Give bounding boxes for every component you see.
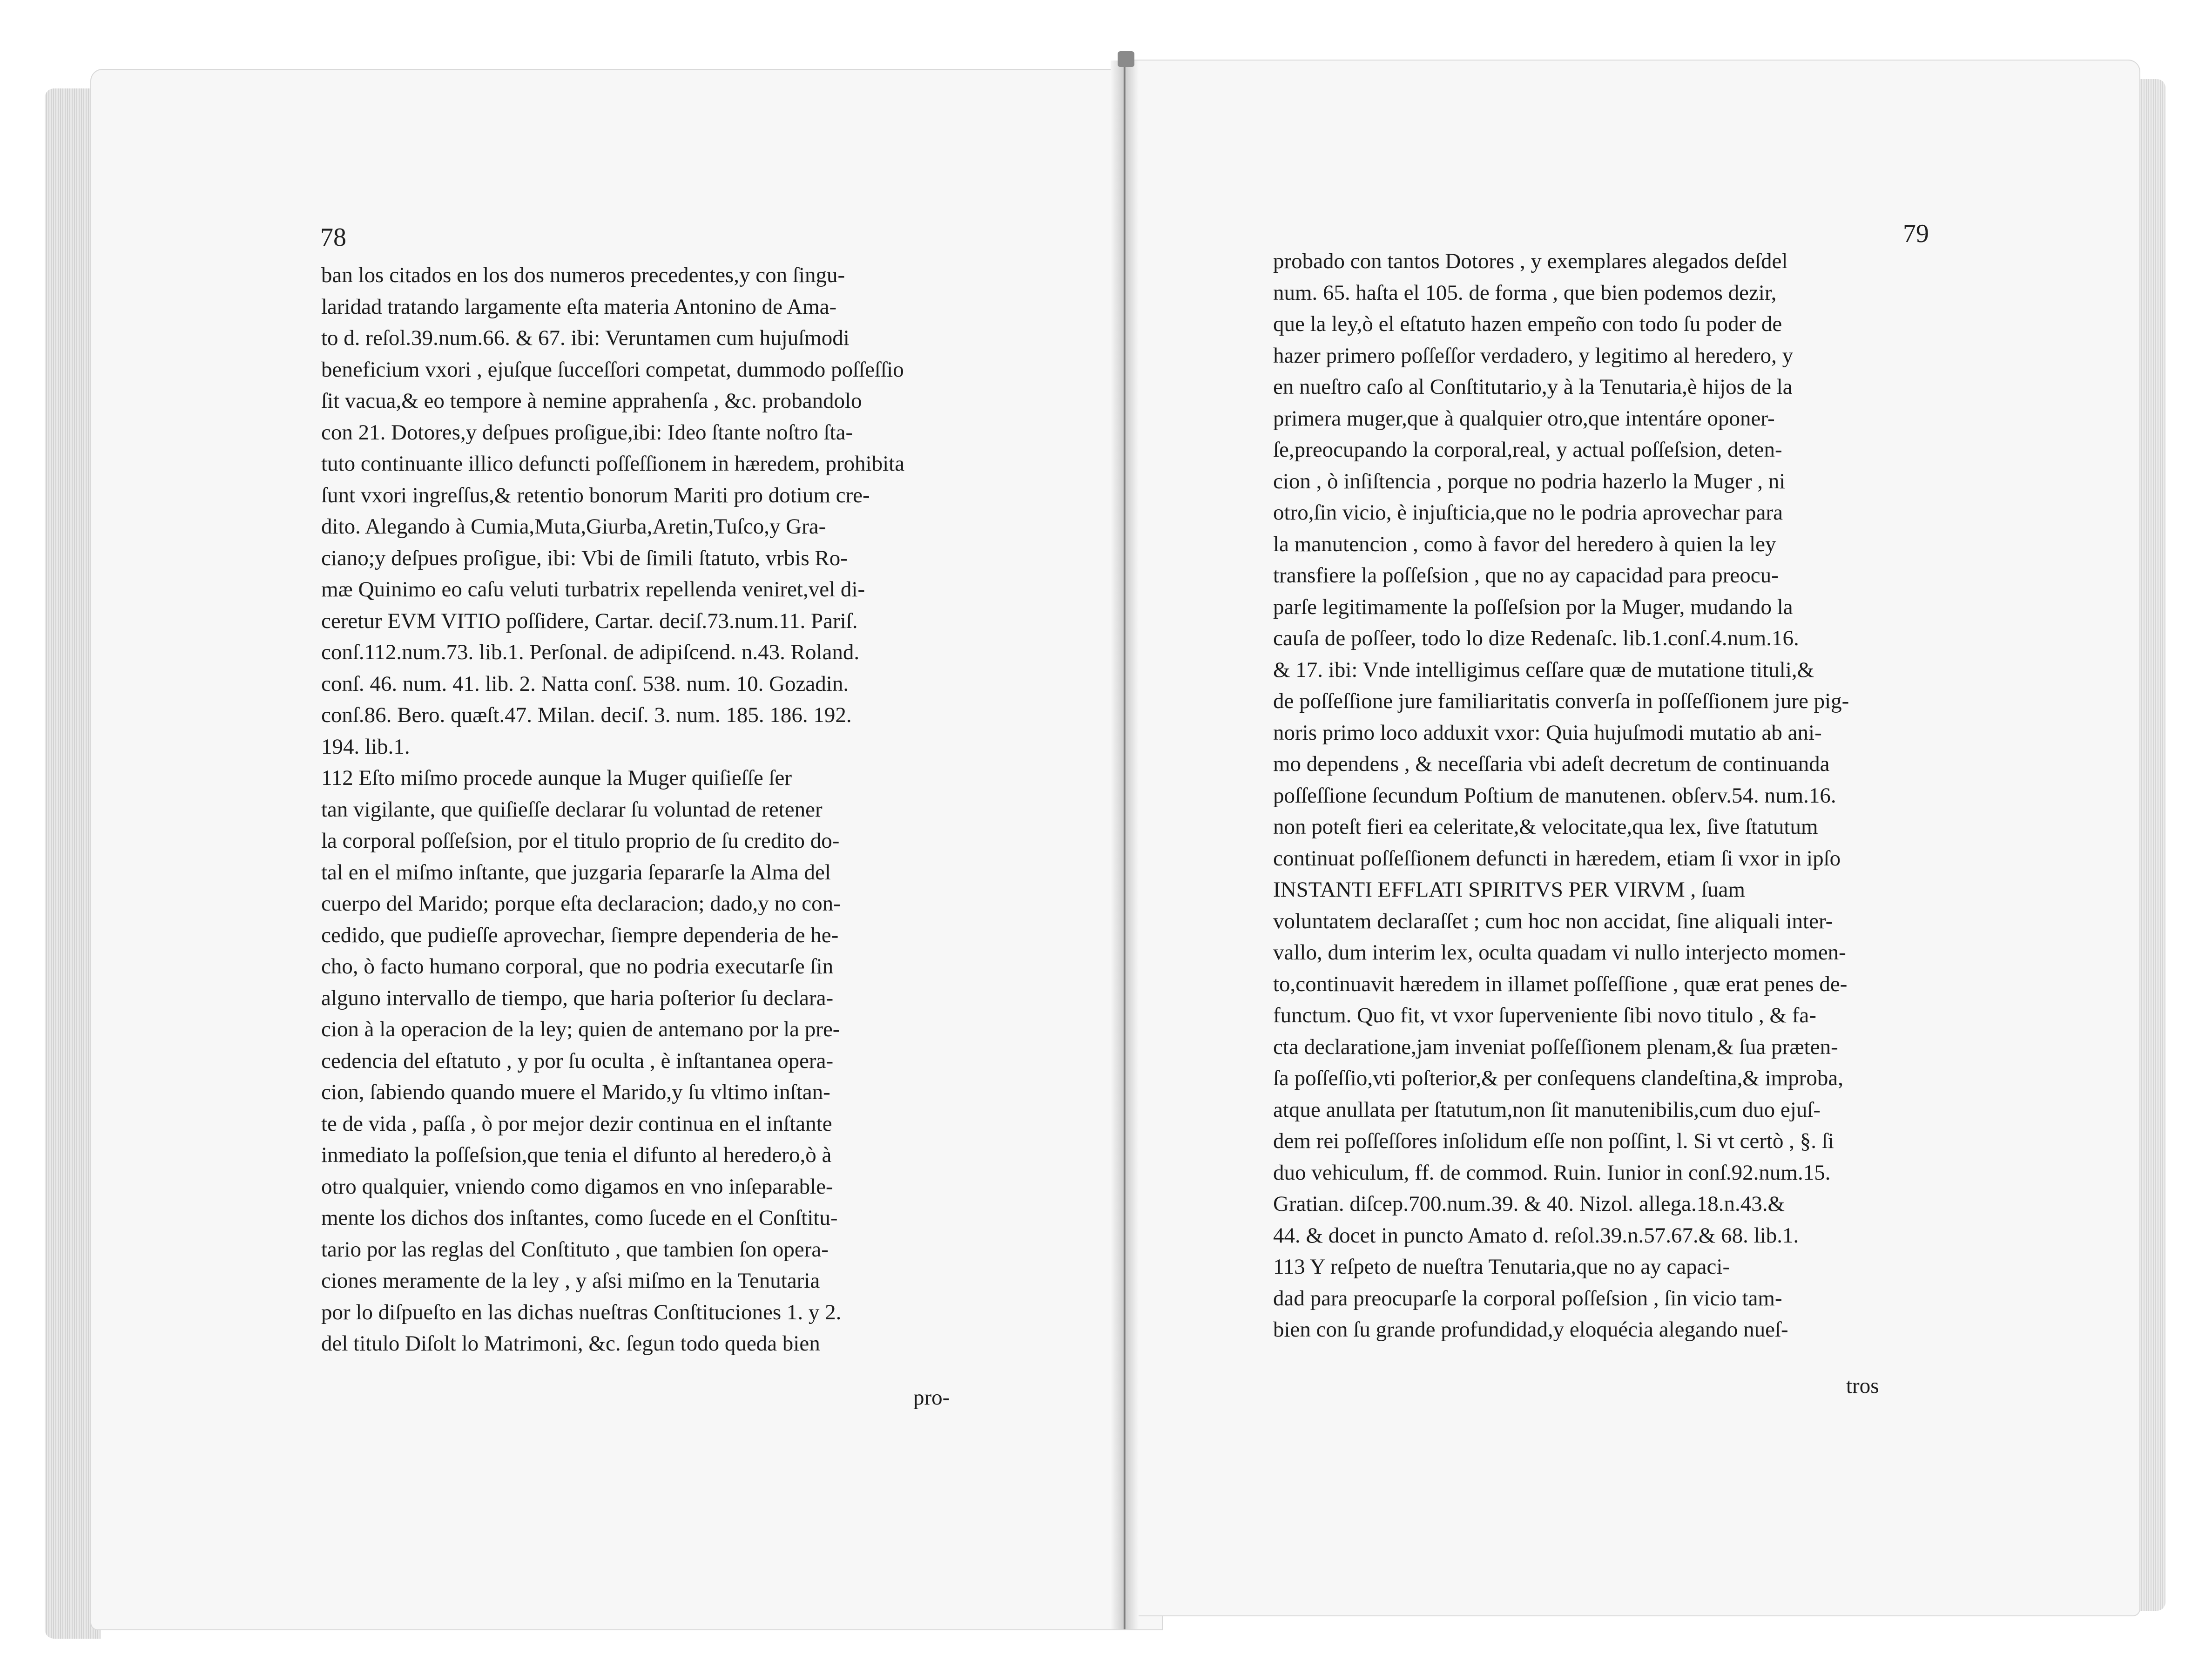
text-line: ſit vacua,& eo tempore à nemine apprahenſa , &c. probandolo [321, 389, 862, 413]
text-line: otro,ſin vicio, è injuſticia,que no le podria aprovechar para [1273, 500, 1783, 525]
text-line: inmediato la poſſeſsion,que tenia el difunto al heredero,ò à [321, 1143, 832, 1167]
right-catchword: tros [1846, 1374, 1879, 1398]
text-line: tal en el miſmo inſtante, que juzgaria ſepararſe la Alma del [321, 860, 831, 885]
text-line: dad para preocuparſe la corporal poſſeſsion , ſin vicio tam- [1273, 1286, 1782, 1310]
text-line: & 17. ibi: Vnde intelligimus ceſſare quæ de mutatione tituli,& [1273, 657, 1814, 682]
text-line: ciones meramente de la ley , y aſsi miſmo en la Tenutaria [321, 1269, 820, 1293]
text-line: cedencia del eſtatuto , y por ſu oculta , è inſtantanea opera- [321, 1048, 834, 1073]
text-line: beneficium vxori , ejuſque ſucceſſori competat, dummodo poſſeſſio [321, 357, 904, 382]
text-line: non poteſt fieri ea celeritate,& velocitate,qua lex, ſive ſtatutum [1273, 815, 1818, 839]
text-line: cion, ſabiendo quando muere el Marido,y ſu vltimo inſtan- [321, 1080, 830, 1104]
text-line: probado con tantos Dotores , y exemplares alegados deſdel [1273, 249, 1788, 273]
text-line: atque anullata per ſtatutum,non ſit manutenibilis,cum duo ejuſ- [1273, 1097, 1821, 1122]
left-catchword: pro- [913, 1385, 950, 1410]
text-line: 113 Y reſpeto de nueſtra Tenutaria,que no ay capaci- [1273, 1255, 1730, 1279]
text-line: laridad tratando largamente eſta materia Antonino de Ama- [321, 294, 837, 319]
text-line: otro qualquier, vniendo como digamos en vno inſeparable- [321, 1174, 833, 1199]
text-line: cta declaratione,jam inveniat poſſeſſionem plenam,& ſua præten- [1273, 1034, 1838, 1059]
text-line: cho, ò facto humano corporal, que no podria executarſe ſin [321, 954, 834, 979]
text-line: en nueſtro caſo al Conſtitutario,y à la Tenutaria,è hijos de la [1273, 375, 1793, 399]
text-line: ciano;y deſpues proſigue, ibi: Vbi de ſimili ſtatuto, vrbis Ro- [321, 546, 848, 570]
right-page-number: 79 [1903, 219, 1929, 248]
text-line: ban los citados en los dos numeros precedentes,y con ſingu- [321, 263, 845, 287]
text-line: Gratian. diſcep.700.num.39. & 40. Nizol. allega.18.n.43.& [1273, 1192, 1785, 1216]
text-line: de poſſeſſione jure familiaritatis converſa in poſſeſſionem jure pig- [1273, 689, 1849, 713]
text-line: con 21. Dotores,y deſpues proſigue,ibi: Ideo ſtante noſtro ſta- [321, 420, 853, 445]
text-line: dem rei poſſeſſores inſolidum eſſe non poſſint, l. Si vt certò , §. ſi [1273, 1129, 1834, 1153]
text-line: mo dependens , & neceſſaria vbi adeſt decretum de continuanda [1273, 752, 1830, 776]
right-page-text [1273, 246, 1925, 1346]
text-line: ſa poſſeſſio,vti poſterior,& per conſequens clandeſtina,& improba, [1273, 1066, 1844, 1090]
text-line: conſ.112.num.73. lib.1. Perſonal. de adipiſcend. n.43. Roland. [321, 640, 860, 664]
text-line: to d. reſol.39.num.66. & 67. ibi: Veruntamen cum hujuſmodi [321, 326, 850, 350]
text-line: tan vigilante, que quiſieſſe declarar ſu voluntad de retener [321, 797, 823, 822]
text-line: conſ.86. Bero. quæſt.47. Milan. deciſ. 3. num. 185. 186. 192. [321, 703, 852, 727]
text-line: num. 65. haſta el 105. de forma , que bien podemos dezir, [1273, 280, 1777, 305]
text-line: INSTANTI EFFLATI SPIRITVS PER VIRVM , ſuam [1273, 878, 1745, 902]
text-line: alguno intervallo de tiempo, que haria poſterior ſu declara- [321, 986, 834, 1010]
text-line: transfiere la poſſeſsion , que no ay capacidad para preocu- [1273, 563, 1779, 588]
text-line: bien con ſu grande profundidad,y eloquécia alegando nueſ- [1273, 1317, 1788, 1342]
text-line: ſe,preocupando la corporal,real, y actual poſſeſsion, deten- [1273, 438, 1782, 462]
text-line: 194. lib.1. [321, 734, 410, 759]
text-line: te de vida , paſſa , ò por mejor dezir continua en el inſtante [321, 1111, 832, 1136]
text-line: cuerpo del Marido; porque eſta declaracion; dado,y no con- [321, 891, 841, 916]
text-line: voluntatem declaraſſet ; cum hoc non accidat, ſine aliquali inter- [1273, 909, 1833, 933]
text-line: mæ Quinimo eo caſu veluti turbatrix repellenda veniret,vel di- [321, 577, 865, 601]
text-line: ſunt vxori ingreſſus,& retentio bonorum Mariti pro dotium cre- [321, 483, 870, 507]
binding-clip [1118, 51, 1134, 67]
text-line: functum. Quo fit, vt vxor ſuperveniente ſibi novo titulo , & fa- [1273, 1003, 1816, 1027]
text-line: la corporal poſſeſsion, por el titulo proprio de ſu credito do- [321, 829, 840, 853]
text-line: primera muger,que à qualquier otro,que intentáre oponer- [1273, 406, 1775, 431]
text-line: to,continuavit hæredem in illamet poſſeſſione , quæ erat penes de- [1273, 972, 1848, 996]
text-line: poſſeſſione ſecundum Poſtium de manutenen. obſerv.54. num.16. [1273, 783, 1836, 808]
text-line: cedido, que pudieſſe aprovechar, ſiempre dependeria de he- [321, 923, 839, 947]
text-line: la manutencion , como à favor del heredero à quien la ley [1273, 532, 1776, 556]
text-line: conſ. 46. num. 41. lib. 2. Natta conſ. 538. num. 10. Gozadin. [321, 671, 849, 696]
text-line: ceretur EVM VITIO poſſidere, Cartar. deciſ.73.num.11. Pariſ. [321, 608, 858, 633]
text-line: que la ley,ò el eſtatuto hazen empeño con todo ſu poder de [1273, 312, 1782, 336]
text-line: dito. Alegando à Cumia,Muta,Giurba,Aretin,Tuſco,y Gra- [321, 514, 826, 539]
text-line: mente los dichos dos inſtantes, como ſucede en el Conſtitu- [321, 1206, 838, 1230]
text-line: cion , ò inſiſtencia , porque no podria hazerlo la Muger , ni [1273, 469, 1786, 493]
text-line: duo vehiculum, ff. de commod. Ruin. Iunior in conſ.92.num.15. [1273, 1160, 1831, 1185]
text-line: cion à la operacion de la ley; quien de antemano por la pre- [321, 1017, 840, 1041]
text-line: por lo diſpueſto en las dichas nueſtras Conſtituciones 1. y 2. [321, 1300, 842, 1324]
text-line: 112 Eſto miſmo procede aunque la Muger quiſieſſe ſer [321, 766, 792, 790]
text-line: vallo, dum interim lex, oculta quadam vi nullo interjecto momen- [1273, 940, 1846, 965]
book-gutter [1111, 61, 1139, 1629]
text-line: 44. & docet in puncto Amato d. reſol.39.n.57.67.& 68. lib.1. [1273, 1223, 1799, 1248]
text-line: continuat poſſeſſionem defuncti in hæredem, etiam ſi vxor in ipſo [1273, 846, 1841, 871]
text-line: hazer primero poſſeſſor verdadero, y legitimo al heredero, y [1273, 343, 1794, 368]
text-line: cauſa de poſſeer, todo lo dize Redenaſc. lib.1.conſ.4.num.16. [1273, 626, 1799, 650]
text-line: noris primo loco adduxit vxor: Quia hujuſmodi mutatio ab ani- [1273, 720, 1822, 745]
left-page-text [321, 260, 996, 1360]
text-line: del titulo Diſolt lo Matrimoni, &c. ſegun todo queda bien [321, 1331, 820, 1356]
text-line: tuto continuante illico defuncti poſſeſſionem in hæredem, prohibita [321, 452, 905, 476]
left-page-number: 78 [320, 223, 346, 252]
text-line: tario por las reglas del Conſtituto , que tambien ſon opera- [321, 1237, 829, 1262]
text-line: parſe legitimamente la poſſeſsion por la Muger, mudando la [1273, 594, 1793, 619]
